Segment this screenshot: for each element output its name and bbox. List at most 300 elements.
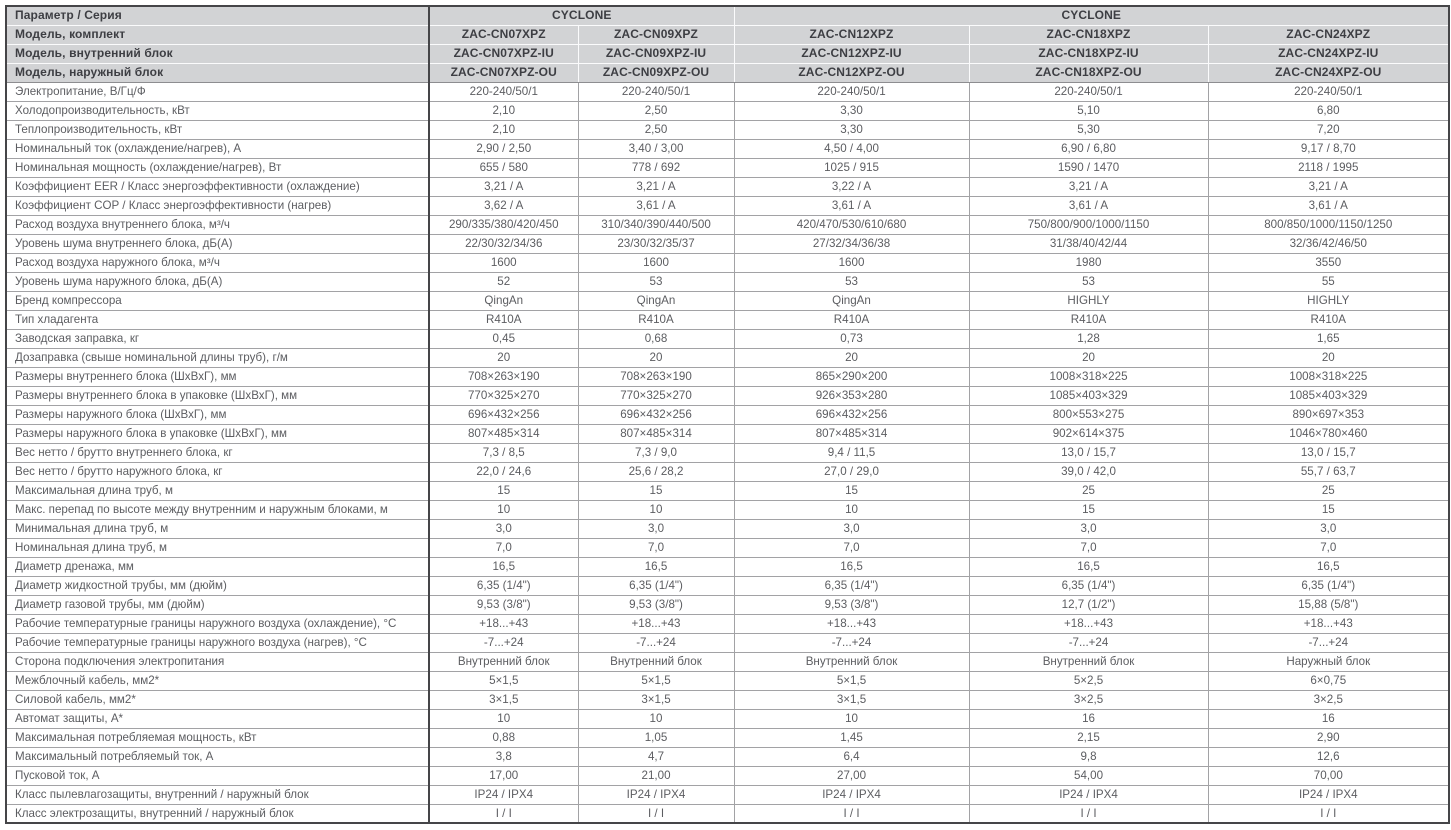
value-cell: 53	[969, 272, 1208, 291]
value-cell: 9,53 (3/8")	[429, 595, 578, 614]
value-cell: 10	[429, 500, 578, 519]
value-cell: 22/30/32/34/36	[429, 234, 578, 253]
value-cell: Наружный блок	[1208, 652, 1449, 671]
value-cell: 5×2,5	[969, 671, 1208, 690]
value-cell: 20	[969, 348, 1208, 367]
value-cell: 13,0 / 15,7	[969, 443, 1208, 462]
value-cell: 220-240/50/1	[429, 82, 578, 101]
value-cell: IP24 / IPX4	[1208, 785, 1449, 804]
value-cell: 17,00	[429, 766, 578, 785]
table-row	[6, 614, 1449, 633]
value-cell: 890×697×353	[1208, 405, 1449, 424]
table-row	[6, 196, 1449, 215]
value-cell: 4,7	[578, 747, 734, 766]
table-row	[6, 234, 1449, 253]
param-cell: Уровень шума наружного блока, дБ(А)	[6, 272, 429, 291]
value-cell: I / I	[429, 804, 578, 823]
value-cell: 1,65	[1208, 329, 1449, 348]
value-cell: 800×553×275	[969, 405, 1208, 424]
value-cell: 3,0	[734, 519, 969, 538]
series-group-cyclone-2: CYCLONE	[734, 6, 1449, 25]
value-cell: I / I	[1208, 804, 1449, 823]
value-cell: 3,22 / A	[734, 177, 969, 196]
value-cell: 20	[1208, 348, 1449, 367]
model-indoor-cell: ZAC-CN09XPZ-IU	[578, 44, 734, 63]
value-cell: 6,35 (1/4")	[578, 576, 734, 595]
value-cell: 9,4 / 11,5	[734, 443, 969, 462]
value-cell: 12,7 (1/2")	[969, 595, 1208, 614]
value-cell: 865×290×200	[734, 367, 969, 386]
value-cell: 750/800/900/1000/1150	[969, 215, 1208, 234]
table-row	[6, 766, 1449, 785]
value-cell: 310/340/390/440/500	[578, 215, 734, 234]
value-cell: 3,30	[734, 101, 969, 120]
value-cell: 3,21 / A	[969, 177, 1208, 196]
value-cell: 1085×403×329	[1208, 386, 1449, 405]
param-cell: Размеры наружного блока (ШхВхГ), мм	[6, 405, 429, 424]
value-cell: 53	[734, 272, 969, 291]
param-cell: Тип хладагента	[6, 310, 429, 329]
value-cell: 15	[578, 481, 734, 500]
value-cell: 807×485×314	[429, 424, 578, 443]
param-cell: Бренд компрессора	[6, 291, 429, 310]
series-group-cyclone-1: CYCLONE	[429, 6, 734, 25]
param-cell: Межблочный кабель, мм2*	[6, 671, 429, 690]
value-cell: I / I	[969, 804, 1208, 823]
spec-table-header	[6, 6, 1449, 82]
table-row	[6, 595, 1449, 614]
table-row	[6, 253, 1449, 272]
value-cell: I / I	[578, 804, 734, 823]
value-cell: 770×325×270	[429, 386, 578, 405]
value-cell: 3×1,5	[429, 690, 578, 709]
value-cell: 3×1,5	[578, 690, 734, 709]
value-cell: 7,0	[734, 538, 969, 557]
param-cell: Расход воздуха внутреннего блока, м³/ч	[6, 215, 429, 234]
value-cell: 25	[969, 481, 1208, 500]
value-cell: 15	[429, 481, 578, 500]
value-cell: 0,68	[578, 329, 734, 348]
value-cell: QingAn	[734, 291, 969, 310]
value-cell: 1,05	[578, 728, 734, 747]
value-cell: 16,5	[1208, 557, 1449, 576]
param-cell: Размеры внутреннего блока (ШхВхГ), мм	[6, 367, 429, 386]
value-cell: 16	[969, 709, 1208, 728]
model-outdoor-cell: ZAC-CN07XPZ-OU	[429, 63, 578, 82]
table-row	[6, 481, 1449, 500]
table-row	[6, 424, 1449, 443]
value-cell: 7,0	[578, 538, 734, 557]
value-cell: -7...+24	[578, 633, 734, 652]
table-row	[6, 804, 1449, 823]
value-cell: 54,00	[969, 766, 1208, 785]
value-cell: 16,5	[734, 557, 969, 576]
model-outdoor-row	[6, 63, 1449, 82]
value-cell: 22,0 / 24,6	[429, 462, 578, 481]
value-cell: QingAn	[578, 291, 734, 310]
param-cell: Класс пылевлагозащиты, внутренний / наружный блок	[6, 785, 429, 804]
value-cell: 10	[734, 709, 969, 728]
model-indoor-cell: ZAC-CN18XPZ-IU	[969, 44, 1208, 63]
param-cell: Номинальная мощность (охлаждение/нагрев), Вт	[6, 158, 429, 177]
table-row	[6, 101, 1449, 120]
value-cell: 2,50	[578, 120, 734, 139]
value-cell: 7,3 / 9,0	[578, 443, 734, 462]
value-cell: 15	[734, 481, 969, 500]
param-cell: Размеры внутреннего блока в упаковке (ШхВхГ), мм	[6, 386, 429, 405]
value-cell: 9,17 / 8,70	[1208, 139, 1449, 158]
value-cell: HIGHLY	[1208, 291, 1449, 310]
table-row	[6, 158, 1449, 177]
param-series-header: Параметр / Серия	[6, 6, 429, 25]
param-cell: Размеры наружного блока в упаковке (ШхВхГ), мм	[6, 424, 429, 443]
param-cell: Сторона подключения электропитания	[6, 652, 429, 671]
param-cell: Макс. перепад по высоте между внутренним и наружным блоками, м	[6, 500, 429, 519]
value-cell: 1,28	[969, 329, 1208, 348]
table-row	[6, 728, 1449, 747]
value-cell: 800/850/1000/1150/1250	[1208, 215, 1449, 234]
model-outdoor-cell: ZAC-CN18XPZ-OU	[969, 63, 1208, 82]
value-cell: 3,0	[578, 519, 734, 538]
value-cell: 1025 / 915	[734, 158, 969, 177]
param-cell: Рабочие температурные границы наружного воздуха (охлаждение), °С	[6, 614, 429, 633]
value-cell: 1046×780×460	[1208, 424, 1449, 443]
model-indoor-row	[6, 44, 1449, 63]
model-kit-cell: ZAC-CN09XPZ	[578, 25, 734, 44]
value-cell: 3,21 / A	[429, 177, 578, 196]
value-cell: R410A	[578, 310, 734, 329]
model-outdoor-label: Модель, наружный блок	[6, 63, 429, 82]
value-cell: 3×2,5	[1208, 690, 1449, 709]
param-cell: Номинальный ток (охлаждение/нагрев), А	[6, 139, 429, 158]
model-kit-cell: ZAC-CN24XPZ	[1208, 25, 1449, 44]
value-cell: 1600	[429, 253, 578, 272]
value-cell: 220-240/50/1	[578, 82, 734, 101]
value-cell: IP24 / IPX4	[734, 785, 969, 804]
param-cell: Пусковой ток, А	[6, 766, 429, 785]
value-cell: 3,40 / 3,00	[578, 139, 734, 158]
value-cell: 5,30	[969, 120, 1208, 139]
value-cell: 6,35 (1/4")	[969, 576, 1208, 595]
param-cell: Максимальная потребляемая мощность, кВт	[6, 728, 429, 747]
param-cell: Автомат защиты, А*	[6, 709, 429, 728]
value-cell: 4,50 / 4,00	[734, 139, 969, 158]
param-cell: Вес нетто / брутто наружного блока, кг	[6, 462, 429, 481]
value-cell: Внутренний блок	[578, 652, 734, 671]
table-row	[6, 747, 1449, 766]
value-cell: 25	[1208, 481, 1449, 500]
param-cell: Диаметр дренажа, мм	[6, 557, 429, 576]
model-kit-cell: ZAC-CN12XPZ	[734, 25, 969, 44]
param-cell: Теплопроизводительность, кВт	[6, 120, 429, 139]
value-cell: 807×485×314	[578, 424, 734, 443]
value-cell: 39,0 / 42,0	[969, 462, 1208, 481]
value-cell: IP24 / IPX4	[969, 785, 1208, 804]
value-cell: 7,0	[429, 538, 578, 557]
table-row	[6, 405, 1449, 424]
value-cell: 7,0	[969, 538, 1208, 557]
value-cell: 21,00	[578, 766, 734, 785]
table-row	[6, 709, 1449, 728]
value-cell: 55,7 / 63,7	[1208, 462, 1449, 481]
value-cell: +18...+43	[734, 614, 969, 633]
value-cell: 655 / 580	[429, 158, 578, 177]
value-cell: HIGHLY	[969, 291, 1208, 310]
table-row	[6, 500, 1449, 519]
param-cell: Заводская заправка, кг	[6, 329, 429, 348]
table-row	[6, 690, 1449, 709]
table-row	[6, 785, 1449, 804]
value-cell: 696×432×256	[429, 405, 578, 424]
param-cell: Уровень шума внутреннего блока, дБ(А)	[6, 234, 429, 253]
table-row	[6, 82, 1449, 101]
value-cell: +18...+43	[969, 614, 1208, 633]
param-cell: Класс электрозащиты, внутренний / наружный блок	[6, 804, 429, 823]
table-row	[6, 291, 1449, 310]
value-cell: +18...+43	[429, 614, 578, 633]
param-cell: Минимальная длина труб, м	[6, 519, 429, 538]
value-cell: 696×432×256	[578, 405, 734, 424]
value-cell: 16,5	[578, 557, 734, 576]
value-cell: 3,61 / A	[969, 196, 1208, 215]
value-cell: 7,3 / 8,5	[429, 443, 578, 462]
table-row	[6, 633, 1449, 652]
value-cell: 807×485×314	[734, 424, 969, 443]
value-cell: 10	[734, 500, 969, 519]
value-cell: 2,15	[969, 728, 1208, 747]
table-row	[6, 310, 1449, 329]
value-cell: 3×1,5	[734, 690, 969, 709]
table-row	[6, 348, 1449, 367]
value-cell: 3,8	[429, 747, 578, 766]
value-cell: 0,73	[734, 329, 969, 348]
value-cell: Внутренний блок	[969, 652, 1208, 671]
param-cell: Силовой кабель, мм2*	[6, 690, 429, 709]
value-cell: 13,0 / 15,7	[1208, 443, 1449, 462]
value-cell: 9,53 (3/8")	[578, 595, 734, 614]
value-cell: 696×432×256	[734, 405, 969, 424]
model-kit-cell: ZAC-CN18XPZ	[969, 25, 1208, 44]
model-kit-row	[6, 25, 1449, 44]
value-cell: 16	[1208, 709, 1449, 728]
table-row	[6, 120, 1449, 139]
model-indoor-cell: ZAC-CN12XPZ-IU	[734, 44, 969, 63]
value-cell: 3,0	[1208, 519, 1449, 538]
value-cell: 220-240/50/1	[969, 82, 1208, 101]
table-row	[6, 367, 1449, 386]
value-cell: 1590 / 1470	[969, 158, 1208, 177]
value-cell: 27,00	[734, 766, 969, 785]
value-cell: 23/30/32/35/37	[578, 234, 734, 253]
value-cell: 1600	[734, 253, 969, 272]
value-cell: 1600	[578, 253, 734, 272]
table-row	[6, 538, 1449, 557]
table-row	[6, 462, 1449, 481]
value-cell: 5,10	[969, 101, 1208, 120]
value-cell: 3,30	[734, 120, 969, 139]
param-cell: Номинальная длина труб, м	[6, 538, 429, 557]
value-cell: 25,6 / 28,2	[578, 462, 734, 481]
spec-sheet	[5, 5, 1450, 824]
value-cell: 778 / 692	[578, 158, 734, 177]
model-outdoor-cell: ZAC-CN09XPZ-OU	[578, 63, 734, 82]
value-cell: 2,50	[578, 101, 734, 120]
param-cell: Вес нетто / брутто внутреннего блока, кг	[6, 443, 429, 462]
value-cell: IP24 / IPX4	[429, 785, 578, 804]
table-row	[6, 519, 1449, 538]
value-cell: 15,88 (5/8")	[1208, 595, 1449, 614]
model-indoor-label: Модель, внутренний блок	[6, 44, 429, 63]
value-cell: 2118 / 1995	[1208, 158, 1449, 177]
value-cell: 2,90 / 2,50	[429, 139, 578, 158]
value-cell: 3,61 / A	[578, 196, 734, 215]
value-cell: 27,0 / 29,0	[734, 462, 969, 481]
table-row	[6, 329, 1449, 348]
param-cell: Расход воздуха наружного блока, м³/ч	[6, 253, 429, 272]
value-cell: 3,61 / A	[734, 196, 969, 215]
value-cell: 5×1,5	[429, 671, 578, 690]
value-cell: 770×325×270	[578, 386, 734, 405]
value-cell: 3,0	[429, 519, 578, 538]
param-cell: Электропитание, В/Гц/Ф	[6, 82, 429, 101]
value-cell: 6×0,75	[1208, 671, 1449, 690]
table-row	[6, 443, 1449, 462]
value-cell: 70,00	[1208, 766, 1449, 785]
value-cell: 290/335/380/420/450	[429, 215, 578, 234]
value-cell: 53	[578, 272, 734, 291]
value-cell: R410A	[734, 310, 969, 329]
value-cell: 6,4	[734, 747, 969, 766]
param-cell: Максимальный потребляемый ток, А	[6, 747, 429, 766]
value-cell: 9,53 (3/8")	[734, 595, 969, 614]
value-cell: 27/32/34/36/38	[734, 234, 969, 253]
value-cell: 15	[1208, 500, 1449, 519]
value-cell: 3,21 / A	[578, 177, 734, 196]
value-cell: 1008×318×225	[969, 367, 1208, 386]
value-cell: 16,5	[969, 557, 1208, 576]
value-cell: -7...+24	[1208, 633, 1449, 652]
table-row	[6, 272, 1449, 291]
value-cell: 6,35 (1/4")	[734, 576, 969, 595]
value-cell: Внутренний блок	[734, 652, 969, 671]
model-indoor-cell: ZAC-CN07XPZ-IU	[429, 44, 578, 63]
series-row	[6, 6, 1449, 25]
table-row	[6, 652, 1449, 671]
spec-table	[5, 5, 1450, 824]
value-cell: 20	[578, 348, 734, 367]
value-cell: 1085×403×329	[969, 386, 1208, 405]
param-cell: Коэффициент COP / Класс энергоэффективности (нагрев)	[6, 196, 429, 215]
value-cell: 2,90	[1208, 728, 1449, 747]
value-cell: 7,0	[1208, 538, 1449, 557]
value-cell: +18...+43	[1208, 614, 1449, 633]
value-cell: 3,21 / A	[1208, 177, 1449, 196]
value-cell: 52	[429, 272, 578, 291]
param-cell: Рабочие температурные границы наружного воздуха (нагрев), °С	[6, 633, 429, 652]
value-cell: 3×2,5	[969, 690, 1208, 709]
value-cell: 708×263×190	[429, 367, 578, 386]
value-cell: IP24 / IPX4	[578, 785, 734, 804]
table-row	[6, 177, 1449, 196]
value-cell: QingAn	[429, 291, 578, 310]
value-cell: 6,35 (1/4")	[429, 576, 578, 595]
table-row	[6, 386, 1449, 405]
value-cell: 15	[969, 500, 1208, 519]
table-row	[6, 139, 1449, 158]
value-cell: 1008×318×225	[1208, 367, 1449, 386]
table-row	[6, 557, 1449, 576]
value-cell: 0,45	[429, 329, 578, 348]
param-cell: Диаметр жидкостной трубы, мм (дюйм)	[6, 576, 429, 595]
value-cell: 10	[578, 709, 734, 728]
value-cell: 6,90 / 6,80	[969, 139, 1208, 158]
model-kit-label: Модель, комплект	[6, 25, 429, 44]
value-cell: 10	[429, 709, 578, 728]
value-cell: 31/38/40/42/44	[969, 234, 1208, 253]
value-cell: 926×353×280	[734, 386, 969, 405]
value-cell: 16,5	[429, 557, 578, 576]
value-cell: 55	[1208, 272, 1449, 291]
param-cell: Диаметр газовой трубы, мм (дюйм)	[6, 595, 429, 614]
param-cell: Максимальная длина труб, м	[6, 481, 429, 500]
value-cell: -7...+24	[969, 633, 1208, 652]
value-cell: 3550	[1208, 253, 1449, 272]
value-cell: 5×1,5	[578, 671, 734, 690]
model-outdoor-cell: ZAC-CN24XPZ-OU	[1208, 63, 1449, 82]
value-cell: 2,10	[429, 120, 578, 139]
value-cell: 2,10	[429, 101, 578, 120]
value-cell: 3,61 / A	[1208, 196, 1449, 215]
value-cell: R410A	[1208, 310, 1449, 329]
model-outdoor-cell: ZAC-CN12XPZ-OU	[734, 63, 969, 82]
table-row	[6, 576, 1449, 595]
value-cell: 902×614×375	[969, 424, 1208, 443]
value-cell: 6,35 (1/4")	[1208, 576, 1449, 595]
value-cell: 20	[734, 348, 969, 367]
param-cell: Холодопроизводительность, кВт	[6, 101, 429, 120]
value-cell: 1980	[969, 253, 1208, 272]
value-cell: 1,45	[734, 728, 969, 747]
table-row	[6, 215, 1449, 234]
value-cell: R410A	[969, 310, 1208, 329]
value-cell: 7,20	[1208, 120, 1449, 139]
model-indoor-cell: ZAC-CN24XPZ-IU	[1208, 44, 1449, 63]
value-cell: -7...+24	[429, 633, 578, 652]
value-cell: 0,88	[429, 728, 578, 747]
table-row	[6, 671, 1449, 690]
value-cell: 12,6	[1208, 747, 1449, 766]
param-cell: Коэффициент EER / Класс энергоэффективности (охлаждение)	[6, 177, 429, 196]
value-cell: 5×1,5	[734, 671, 969, 690]
value-cell: 220-240/50/1	[1208, 82, 1449, 101]
value-cell: 420/470/530/610/680	[734, 215, 969, 234]
value-cell: R410A	[429, 310, 578, 329]
value-cell: 10	[578, 500, 734, 519]
model-kit-cell: ZAC-CN07XPZ	[429, 25, 578, 44]
value-cell: 6,80	[1208, 101, 1449, 120]
value-cell: Внутренний блок	[429, 652, 578, 671]
param-cell: Дозаправка (свыше номинальной длины труб), г/м	[6, 348, 429, 367]
spec-table-body	[6, 82, 1449, 823]
value-cell: +18...+43	[578, 614, 734, 633]
value-cell: 32/36/42/46/50	[1208, 234, 1449, 253]
value-cell: 3,0	[969, 519, 1208, 538]
value-cell: -7...+24	[734, 633, 969, 652]
value-cell: 20	[429, 348, 578, 367]
value-cell: 220-240/50/1	[734, 82, 969, 101]
value-cell: 9,8	[969, 747, 1208, 766]
value-cell: 3,62 / A	[429, 196, 578, 215]
